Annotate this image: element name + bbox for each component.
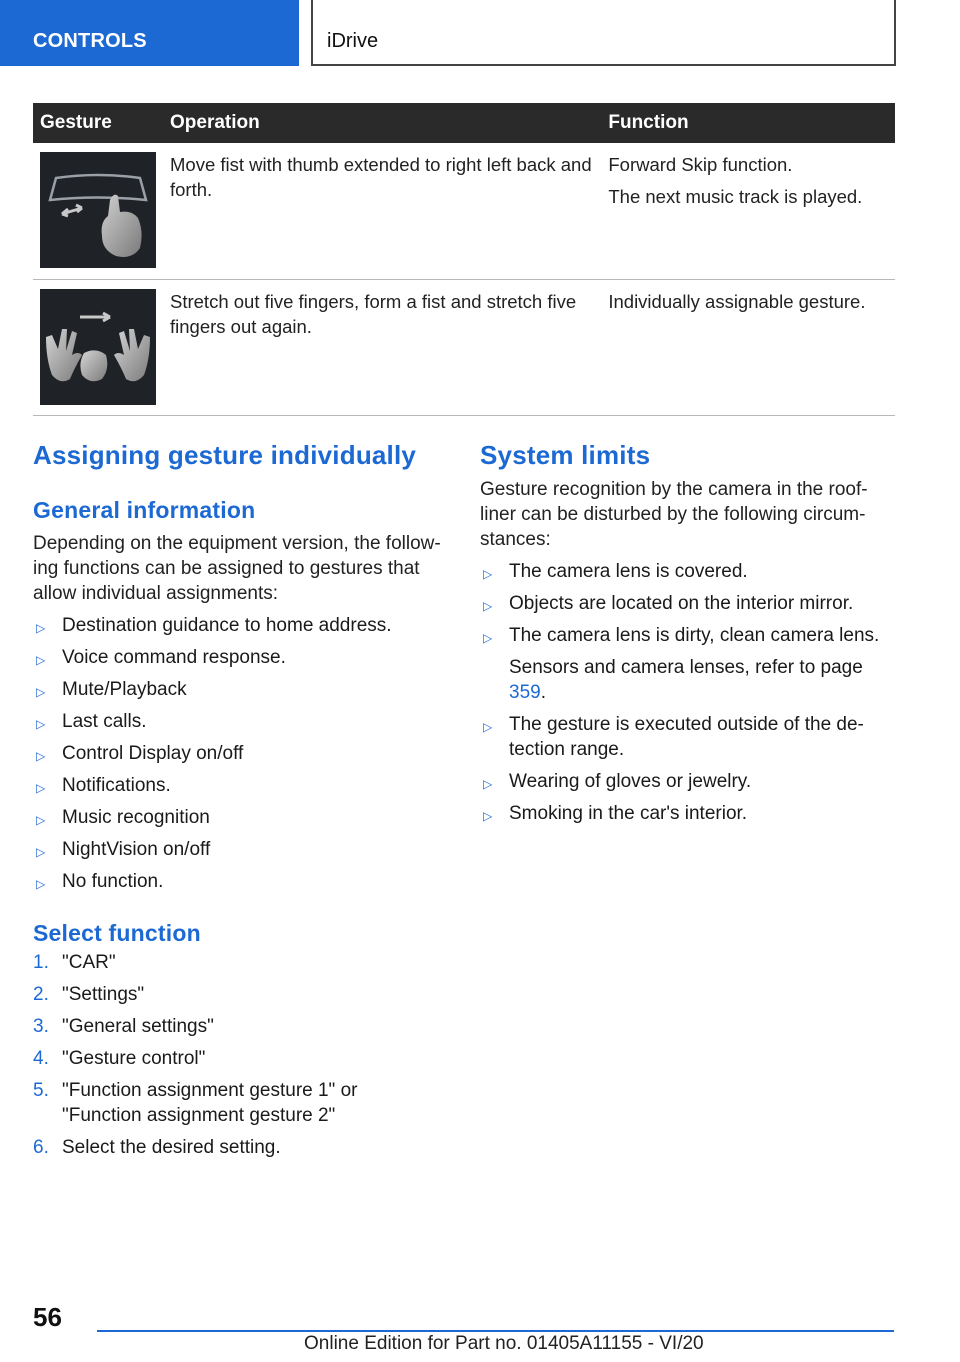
open-fist-open-gesture-icon bbox=[40, 289, 156, 405]
chapter-tab bbox=[311, 0, 896, 66]
column-header: Operation bbox=[163, 103, 601, 143]
table-header-row bbox=[33, 103, 895, 143]
triangle-bullet-icon: ▷ bbox=[483, 599, 493, 613]
column-header: Gesture bbox=[33, 103, 163, 143]
triangle-bullet-icon: ▷ bbox=[36, 717, 46, 731]
step-item: 4. "Gesture control" bbox=[33, 1048, 206, 1069]
triangle-bullet-icon: ▷ bbox=[36, 685, 46, 699]
footer-divider bbox=[97, 1330, 894, 1332]
triangle-bullet-icon: ▷ bbox=[36, 621, 46, 635]
page-number: 56 bbox=[33, 1302, 62, 1332]
left-column bbox=[33, 436, 448, 1160]
section-heading: Assigning gesture individually bbox=[33, 440, 417, 470]
function-text: Individually assignable gesture. bbox=[608, 290, 866, 312]
list-item: ▷ Wearing of gloves or jewelry. bbox=[480, 769, 880, 794]
system-limits-list bbox=[480, 559, 880, 648]
operation-text: Move fist with thumb extended to right left back and forth. bbox=[170, 154, 592, 200]
chapter-title: iDrive bbox=[327, 30, 379, 52]
gesture-table bbox=[33, 103, 895, 416]
list-item: ▷ Destination guidance to home address. bbox=[33, 613, 448, 638]
operation-text: Stretch out five fingers, form a fist and stretch five fingers out again. bbox=[170, 290, 577, 337]
triangle-bullet-icon: ▷ bbox=[483, 777, 493, 791]
triangle-bullet-icon: ▷ bbox=[36, 781, 46, 795]
triangle-bullet-icon: ▷ bbox=[483, 631, 493, 645]
triangle-bullet-icon: ▷ bbox=[36, 653, 46, 667]
intro-paragraph: Depending on the equipment version, the follow-ing functions can be assigned to gestures that allow individual assignments: bbox=[33, 533, 441, 604]
right-column bbox=[480, 436, 880, 826]
step-item: 6. Select the desired setting. bbox=[33, 1137, 281, 1158]
select-steps-list bbox=[33, 950, 448, 1160]
thumb-swipe-gesture-icon bbox=[40, 152, 156, 268]
section-heading: System limits bbox=[480, 440, 651, 470]
triangle-bullet-icon: ▷ bbox=[36, 813, 46, 827]
triangle-bullet-icon: ▷ bbox=[483, 720, 493, 734]
list-item: ▷ The gesture is executed outside of the de-tection range. bbox=[483, 714, 864, 760]
triangle-bullet-icon: ▷ bbox=[483, 809, 493, 823]
section-tab bbox=[0, 0, 299, 66]
list-item: ▷ Mute/Playback bbox=[33, 677, 448, 702]
system-limits-list-continued bbox=[480, 712, 880, 826]
list-item: ▷ No function. bbox=[33, 869, 448, 894]
triangle-bullet-icon: ▷ bbox=[483, 567, 493, 581]
list-item: ▷ Last calls. bbox=[33, 709, 448, 734]
list-item: ▷ The camera lens is dirty, clean camera lens. bbox=[480, 623, 880, 648]
page-link[interactable]: 359 bbox=[509, 682, 541, 703]
list-item: ▷ NightVision on/off bbox=[33, 837, 448, 862]
intro-paragraph: Gesture recognition by the camera in the roof-liner can be disturbed by the following circum-stances: bbox=[480, 479, 868, 550]
triangle-bullet-icon: ▷ bbox=[36, 749, 46, 763]
column-header: Function bbox=[601, 103, 895, 143]
section-title: CONTROLS bbox=[33, 30, 147, 52]
triangle-bullet-icon: ▷ bbox=[36, 877, 46, 891]
table-row bbox=[33, 143, 895, 279]
step-item: 5. "Function assignment gesture 1" or "Function assignment gesture 2" bbox=[33, 1080, 358, 1126]
cross-reference-note: Sensors and camera lenses, refer to page 359. bbox=[509, 657, 863, 703]
subsection-heading: General information bbox=[33, 497, 256, 523]
assignable-functions-list bbox=[33, 613, 448, 894]
step-item: 3. "General settings" bbox=[33, 1016, 214, 1037]
triangle-bullet-icon: ▷ bbox=[36, 845, 46, 859]
list-item: ▷ Notifications. bbox=[33, 773, 448, 798]
list-item: ▷ Control Display on/off bbox=[33, 741, 448, 766]
list-item: ▷ Music recognition bbox=[33, 805, 448, 830]
list-item: ▷ Voice command response. bbox=[33, 645, 448, 670]
edition-note: Online Edition for Part no. 01405A11155 - VI/20 bbox=[304, 1333, 704, 1354]
list-item: ▷ Objects are located on the interior mirror. bbox=[480, 591, 880, 616]
step-item: 2. "Settings" bbox=[33, 984, 145, 1005]
list-item: ▷ The camera lens is covered. bbox=[480, 559, 880, 584]
step-item: 1. "CAR" bbox=[33, 952, 116, 973]
list-item: ▷ Smoking in the car's interior. bbox=[480, 801, 880, 826]
function-text: Forward Skip function. bbox=[608, 154, 793, 175]
table-row bbox=[33, 279, 895, 415]
function-text: The next music track is played. bbox=[608, 186, 863, 207]
subsection-heading: Select function bbox=[33, 920, 201, 946]
